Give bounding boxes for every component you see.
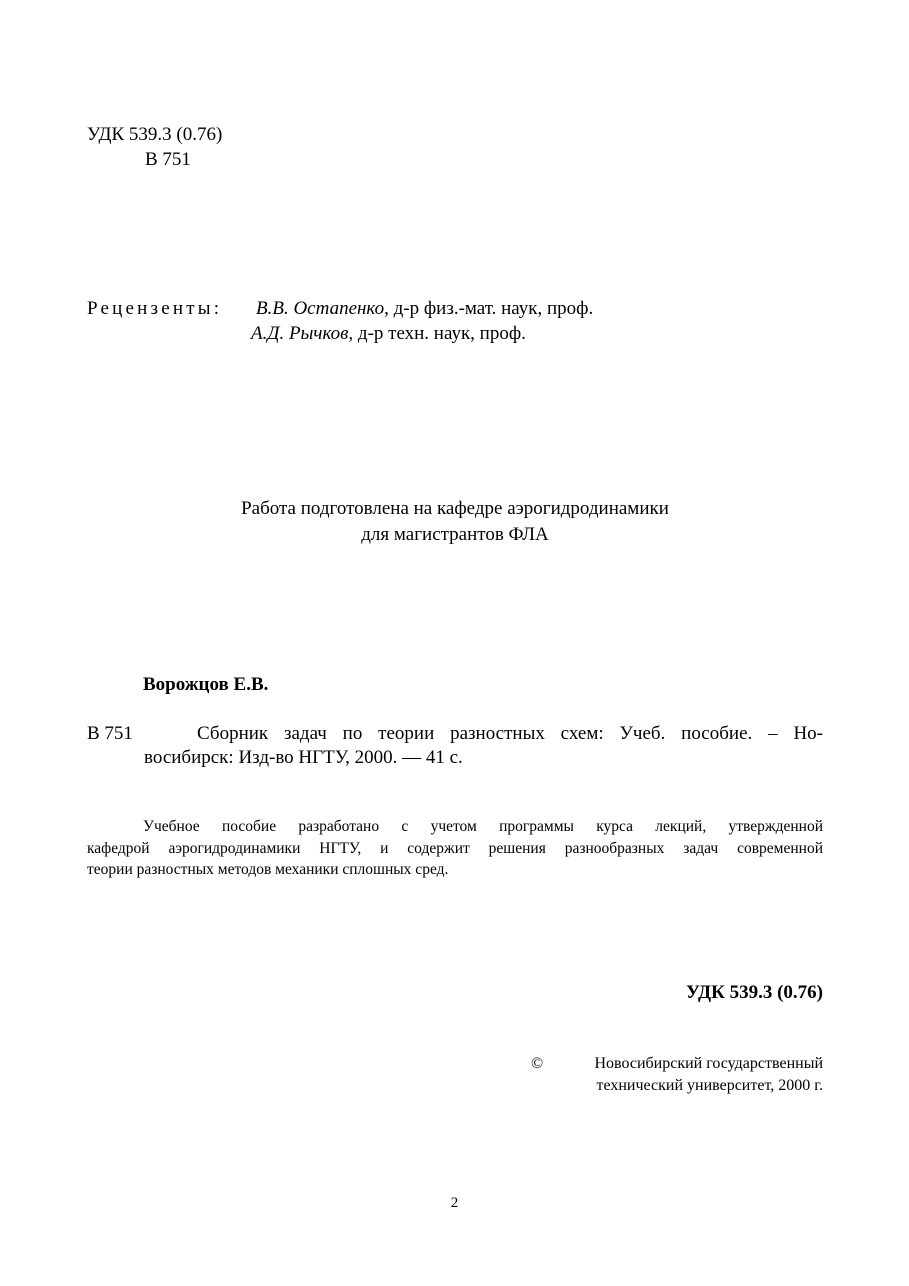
reviewer-2-credentials: , д-р техн. наук, проф. [348,323,526,344]
annotation [87,816,823,881]
reviewer-2-name: А.Д. Рычков [251,323,349,344]
reviewer-2 [251,322,526,346]
page-number: 2 [450,1195,459,1211]
bibliography-line-2: восибирск: Изд-во НГТУ, 2000. — 41 с. [144,747,463,768]
annotation-line-1: Учебное пособие разработано с учетом программы курса лекций, утвержденной [143,818,823,835]
udk-code: УДК 539.3 (0.76) [87,124,223,145]
prepared-line-2: для магистрантов ФЛА [361,524,549,545]
annotation-line-3: теории разностных методов механики сплошных сред. [87,861,449,878]
bibliography-description [144,722,823,770]
copyright-holder [567,1053,823,1097]
prepared-note [87,496,823,548]
bibliography-line-1: Сборник задач по теории разностных схем: Учеб. пособие. – Но- [197,723,823,744]
reviewer-1-credentials: , д-р физ.-мат. наук, проф. [384,298,594,319]
author-name: Ворожцов Е.В. [143,674,269,695]
prepared-line-1: Работа подготовлена на кафедре аэрогидродинамики [241,498,669,519]
copyright-line-2: технический университет, 2000 г. [596,1077,823,1094]
copyright-line-1: Новосибирский государственный [594,1055,823,1072]
reviewers-label: Рецензенты: [87,298,223,319]
author-sign-code: В 751 [145,149,191,170]
copyright-icon: © [531,1055,544,1072]
annotation-line-2: кафедрой аэрогидродинамики НГТУ, и содержит решения разнообразных задач современной [87,839,823,857]
reviewer-1-name: В.В. Остапенко [256,298,385,319]
reviewer-1 [256,297,593,321]
bibliography-code: В 751 [87,723,133,744]
udk-code-bottom: УДК 539.3 (0.76) [685,982,823,1003]
